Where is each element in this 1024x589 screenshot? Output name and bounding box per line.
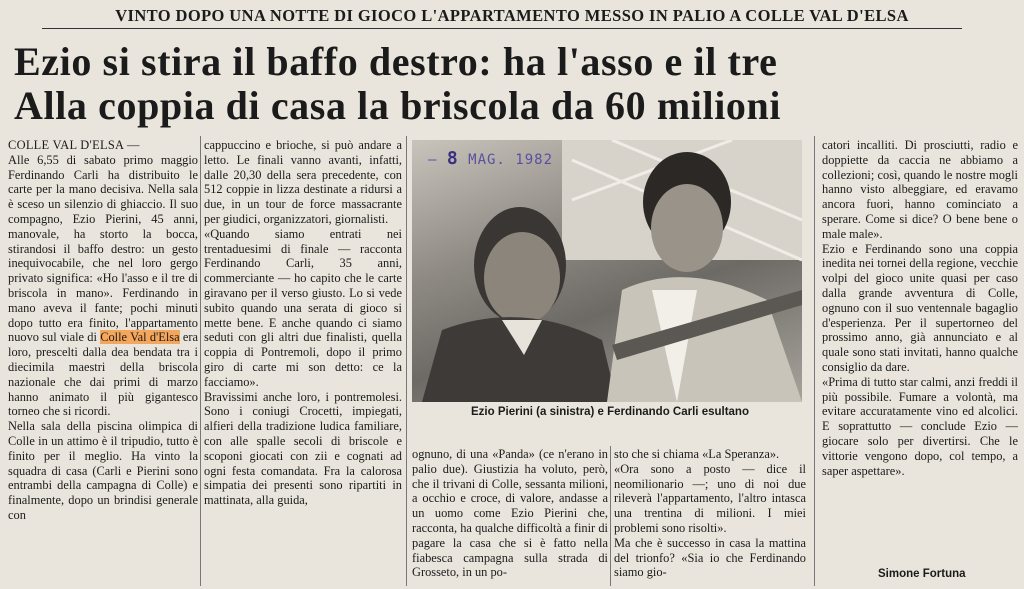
- article-column-2: cappuccino e brioche, si può andare a letto. Le finali vanno avanti, infatti, dalle 20,30 della sera precedente, con 512 coppie in lizza destinate a ridursi a due, in un tour de force massacrante per giudici, organizzatori, giornalisti. «Quando siamo entrati nei trentaduesimi di finale — racconta Ferdinando Carli, 35 anni, commerciante — ho capito che le carte giravano per il verso giusto. Lo si vede subito quando una serata di gioco si mette bene. E anche quando ci siamo seduti con gli altri due finalisti, quella coppia di Pontremoli, dopo il primo giro di carte mi son detto: ce la facciamo». Bravissimi anche loro, i pontremolesi. Sono i coniugi Crocetti, impiegati, alfieri della tradizione ludica familiare, con alle spalle secoli di briscole e scoponi giocati con zii e cognati ad ogni festa comandata. Fra la calorosa simpatia dei presenti sono ripartiti in mattinata, alla guida,: [204, 138, 402, 508]
- column-divider: [406, 136, 407, 586]
- photo-two-men: [412, 140, 802, 402]
- headline-line-1: Ezio si stira il baffo destro: ha l'asso e il tre: [14, 39, 778, 84]
- date-stamp: – 8 MAG. 1982: [428, 148, 553, 169]
- column-divider: [200, 136, 201, 586]
- article-column-5: catori incalliti. Di prosciutti, radio e doppiette da caccia ne abbiamo a collezioni; così, quando le nostre mogli hanno visto albeggiare, ed eravamo ancora fuori, hanno cominciato a sperare. Come si dice? O bene bene o male male». Ezio e Ferdinando sono una coppia inedita nei tornei della regione, vecchie volpi del gioco unite quasi per caso dalla grande avventura di Colle, ognuno con il suo ventennale bagaglio d'esperienza. Per il supertorneo del prossimo anno, già annunciato e al quale sono stati invitati, hanno qualche consiglio da dare. «Prima di tutto star calmi, anzi freddi il più possibile. Fumare a volontà, ma evitare accuratamente vino ed alcolici. E soprattutto — conclude Ezio — giocare solo per divertirsi. Che le vittorie vengono dopo, col tempo, a saper aspettare».: [822, 138, 1018, 478]
- article-column-1: [8, 138, 198, 584]
- column-divider: [610, 446, 611, 586]
- column-1-text-a: Alle 6,55 di sabato primo maggio Ferdinando Carli ha distribuito le carte per la mano decisiva. Nella sala è sceso un silenzio di ghiaccio. Il suo compagno, Ezio Pierini, 45 anni, manovale, ha storto la bocca, stirandosi il baffo destro: un gesto inequivocabile, che nel loro gergo privato significa: «Ho l'asso e il tre di briscola in mano». Ferdinando in mano aveva il fante; pochi minuti dopo tutto era finito, l'appartamento nuovo sul viale di: [8, 152, 198, 345]
- article-column-3: ognuno, di una «Panda» (ce n'erano in palio due). Giustizia ha voluto, però, che il trivani di Colle, sessanta milioni, a occhio e croce, di valore, andasse a un uomo come Ezio Pierini che, raccontа, ha qualche difficoltà a finir di pagare la casa che si è fatto nella fiabesca campagna sulla strada di Grosseto, in un po-: [412, 447, 608, 580]
- column-1-text-b: era loro, prescelti dalla dea bendata tra i diecimila maestri della briscola nazionale che dai primi di marzo hanno animato il più gigantesco torneo che si ricordi. Nella sala della piscina olimpica di Colle in un attimo è il tripudio, tutto è finito per il meglio. Ha vinto la squadra di casa (Carli e Pierini sono entrambi della campagna di Colle) e finalmente, dopo un brindisi generale con: [8, 330, 198, 522]
- stamp-day: 8: [446, 148, 459, 169]
- stamp-date: MAG. 1982: [468, 152, 553, 168]
- dateline: COLLE VAL D'ELSA —: [8, 138, 140, 152]
- highlighted-place-name: Colle Val d'Elsa: [100, 330, 180, 345]
- byline: Simone Fortuna: [878, 568, 966, 580]
- article-column-4: sto che si chiama «La Speranza». «Ora sono a posto — dice il neomilionario —; uno di noi due rileverà l'appartamento, l'altro intasca una trentina di milioni. I miei problemi sono risolti». Ma che è successo in casa la mattina del trionfo? «Sia io che Ferdinando siamo gio-: [614, 447, 806, 580]
- kicker-rule: [42, 28, 962, 29]
- kicker-headline: VINTO DOPO UNA NOTTE DI GIOCO L'APPARTAMENTO MESSO IN PALIO A COLLE VAL D'ELSA: [115, 6, 909, 25]
- column-divider: [814, 136, 815, 586]
- photo-caption: Ezio Pierini (a sinistra) e Ferdinando Carli esultano: [471, 406, 749, 418]
- headline-line-2: Alla coppia di casa la briscola da 60 milioni: [14, 83, 782, 128]
